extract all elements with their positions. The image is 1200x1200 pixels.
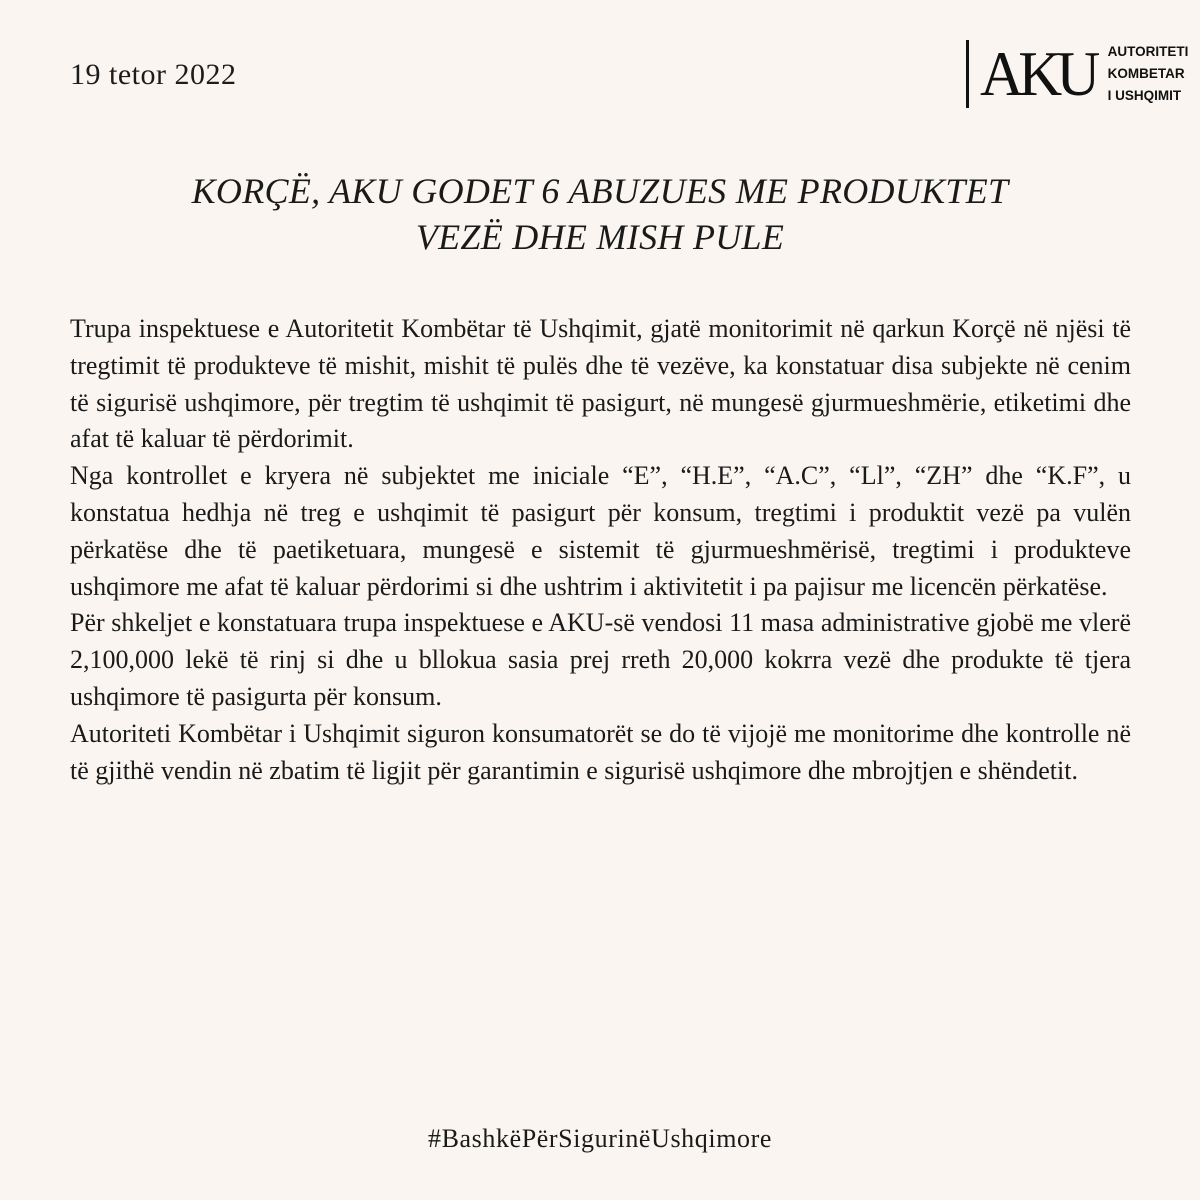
logo-mark: AKU — [980, 38, 1095, 109]
aku-logo — [966, 40, 1188, 108]
paragraph-inspection-summary: Trupa inspektuese e Autoritetit Kombëtar të Ushqimit, gjatë monitorimit në qarkun Korçë në njësi të tregtimit të produkteve të mishit, mishit të pulës dhe të vezëve, ka konstatuar disa subjekte në cenim të sigurisë ushqimore, për tregtim të ushqimit të pasigurt, në mungesë gjurmueshmërie, etiketimi dhe afat të kaluar të përdorimit. — [70, 314, 1131, 454]
hashtag: #BashkëPërSigurinëUshqimore — [427, 1124, 773, 1153]
paragraph-findings: Nga kontrollet e kryera në subjektet me iniciale “E”, “H.E”, “A.C”, “Ll”, “ZH” dhe “K.F”, u konstatua hedhja në treg e ushqimit të pasigurt për konsum, tregtimi i produktit vezë pa vulën përkatëse dhe të paetiketuara, mungesë e sistemit të gjurmueshmërisë, tregtimi i produkteve ushqimore me afat të kaluar përdorimi si dhe ushtrim i aktivitetit i pa pajisur me licencën përkatëse. — [70, 461, 1131, 601]
logo-line-2: KOMBETAR — [1107, 66, 1185, 81]
title-line-2: VEZË DHE MISH PULE — [415, 217, 785, 257]
publication-date: 19 tetor 2022 — [70, 58, 237, 91]
article-title — [100, 168, 1100, 260]
title-line-1: KORÇË, AKU GODET 6 ABUZUES ME PRODUKTET — [191, 171, 1009, 211]
article-body — [70, 311, 1131, 789]
logo-divider-bar — [966, 40, 969, 108]
logo-wordmark — [1108, 40, 1189, 108]
logo-line-1: AUTORITETI — [1107, 44, 1189, 59]
logo-line-3: I USHQIMIT — [1107, 88, 1182, 103]
paragraph-penalties: Për shkeljet e konstatuara trupa inspektuese e AKU-së vendosi 11 masa administrative gjobë me vlerë 2,100,000 lekë të rinj si dhe u bllokua sasia prej rreth 20,000 kokrra vezë dhe produkte të tjera ushqimore të pasigurta për konsum. — [70, 608, 1131, 711]
paragraph-closing-statement: Autoriteti Kombëtar i Ushqimit siguron konsumatorët se do të vijojë me monitorime dhe kontrolle në të gjithë vendin në zbatim të ligjit për garantimin e sigurisë ushqimore dhe mbrojtjen e shëndetit. — [70, 718, 1131, 785]
